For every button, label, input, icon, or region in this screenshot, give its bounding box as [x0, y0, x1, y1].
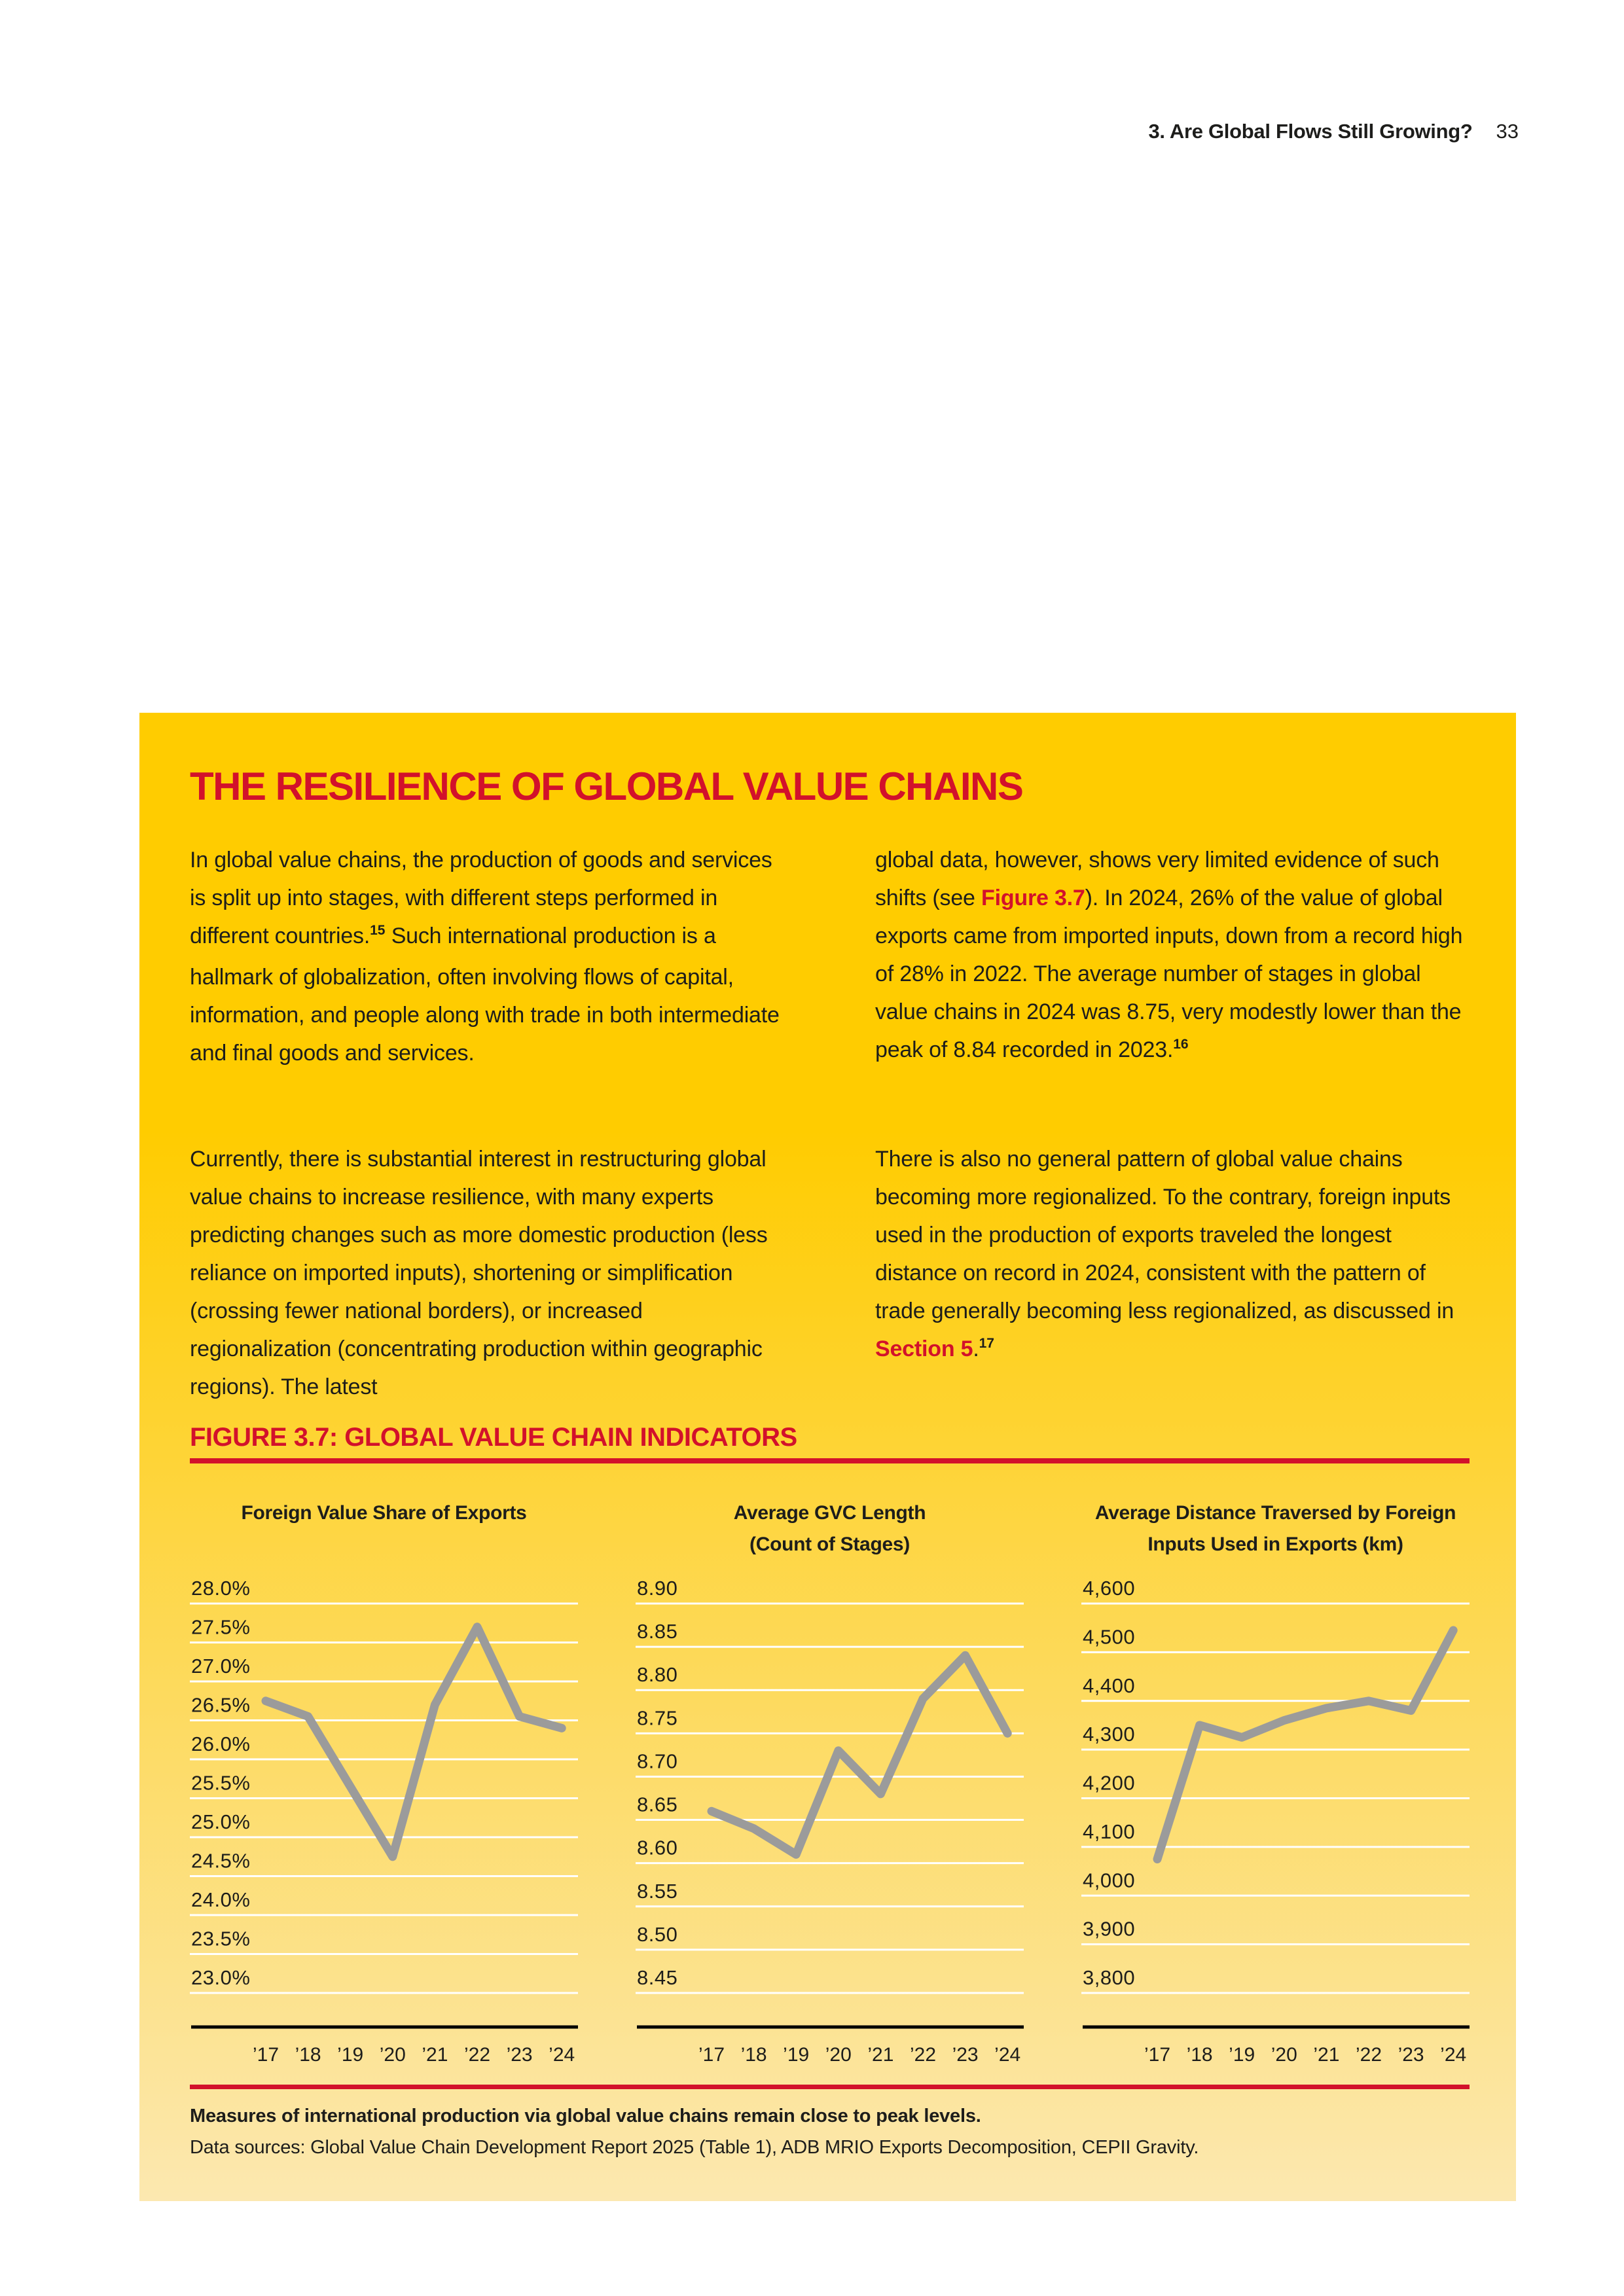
x-axis-tick-label: ’19 [1229, 2044, 1255, 2066]
charts-row [190, 1498, 1470, 2076]
page-header [1148, 120, 1519, 143]
paragraph-text: There is also no general pattern of global value chains becoming more regionalized. To the contrary, foreign inputs used in the production of exports traveled the longest distance on record in 2024, consistent with the pattern of trade generally becoming less regionalized, as discussed in [875, 1147, 1454, 1323]
y-axis-tick-label: 8.80 [637, 1663, 678, 1687]
x-axis-tick-label: ’17 [1144, 2044, 1171, 2066]
y-axis-tick-label: 4,300 [1083, 1723, 1136, 1746]
chart-title [190, 1498, 578, 1566]
chart-title-line: Foreign Value Share of Exports [241, 1502, 527, 1524]
y-axis-tick-label: 8.90 [637, 1577, 678, 1600]
running-section-title: 3. Are Global Flows Still Growing? [1148, 120, 1473, 143]
x-axis-tick-label: ’24 [994, 2044, 1021, 2066]
footnote-ref: 15 [370, 923, 386, 938]
y-axis-tick-label: 8.85 [637, 1620, 678, 1643]
y-axis-tick-label: 27.0% [191, 1655, 251, 1677]
body-text-columns [190, 841, 1470, 1406]
x-axis-tick-label: ’18 [740, 2044, 767, 2066]
chart-title-line: Inputs Used in Exports (km) [1147, 1534, 1403, 1555]
x-axis-tick-label: ’18 [295, 2044, 321, 2066]
figure-data-sources: Data sources: Global Value Chain Development Report 2025 (Table 1), ADB MRIO Exports Decomposition, CEPII Gravity. [190, 2137, 1199, 2158]
y-axis-tick-label: 26.0% [191, 1732, 251, 1755]
chart-avg-distance [1081, 1498, 1470, 2076]
figure-3-7-link[interactable]: Figure 3.7 [981, 886, 1085, 910]
y-axis-tick-label: 24.0% [191, 1888, 251, 1911]
gvc-resilience-panel [139, 713, 1516, 2201]
chart-title-line: Average Distance Traversed by Foreign [1094, 1502, 1456, 1524]
y-axis-tick-label: 8.65 [637, 1793, 678, 1816]
paragraph-text: . [973, 1336, 979, 1361]
chart-title [636, 1498, 1024, 1566]
y-axis-tick-label: 4,400 [1083, 1674, 1136, 1697]
line-chart-canvas [190, 1566, 578, 2076]
x-axis-tick-label: ’23 [952, 2044, 979, 2066]
y-axis-tick-label: 4,100 [1083, 1820, 1136, 1843]
footnote-ref: 17 [979, 1336, 994, 1351]
y-axis-tick-label: 26.5% [191, 1693, 251, 1717]
paragraph [875, 1140, 1469, 1371]
chart-title-line: Average GVC Length [733, 1502, 926, 1524]
x-axis-tick-label: ’24 [549, 2044, 575, 2066]
line-chart-canvas [636, 1566, 1024, 2076]
data-line [266, 1627, 562, 1857]
x-axis-tick-label: ’19 [337, 2044, 364, 2066]
paragraph-text: global data, however, shows very limited evidence of such shifts (see [875, 848, 1439, 910]
data-line [1157, 1630, 1453, 1859]
x-axis-tick-label: ’22 [909, 2044, 937, 2066]
figure-rule-top [190, 1458, 1470, 1463]
y-axis-tick-label: 23.0% [191, 1966, 251, 1989]
y-axis-tick-label: 4,500 [1083, 1625, 1136, 1649]
y-axis-tick-label: 4,600 [1083, 1577, 1136, 1600]
y-axis-tick-label: 4,000 [1083, 1869, 1136, 1892]
y-axis-tick-label: 8.50 [637, 1922, 678, 1946]
x-axis-tick-label: ’17 [698, 2044, 725, 2066]
y-axis-tick-label: 8.60 [637, 1836, 678, 1859]
y-axis-tick-label: 8.70 [637, 1749, 678, 1773]
y-axis-tick-label: 27.5% [191, 1615, 251, 1639]
x-axis-tick-label: ’24 [1440, 2044, 1467, 2066]
y-axis-tick-label: 3,900 [1083, 1917, 1136, 1941]
text-column-right [875, 841, 1469, 1406]
text-column-left [190, 841, 784, 1406]
chart-title-line: (Count of Stages) [749, 1534, 910, 1555]
y-axis-tick-label: 25.5% [191, 1771, 251, 1795]
x-axis-tick-label: ’21 [422, 2044, 448, 2066]
x-axis-tick-label: ’23 [506, 2044, 533, 2066]
x-axis-tick-label: ’22 [463, 2044, 491, 2066]
x-axis-tick-label: ’21 [867, 2044, 894, 2066]
y-axis-tick-label: 3,800 [1083, 1966, 1136, 1989]
x-axis-tick-label: ’17 [252, 2044, 280, 2066]
paragraph [875, 841, 1469, 1072]
x-axis-tick-label: ’19 [783, 2044, 810, 2066]
chart-avg-gvc-length [636, 1498, 1024, 2076]
x-axis-tick-label: ’20 [825, 2044, 852, 2066]
figure-title: FIGURE 3.7: GLOBAL VALUE CHAIN INDICATORS [190, 1423, 797, 1452]
figure-rule-bottom [190, 2085, 1470, 2089]
figure-key-takeaway: Measures of international production via global value chains remain close to peak levels. [190, 2106, 981, 2126]
paragraph-text: Such international production is a hallmark of globalization, often involving flows of capital, information, and people along with trade in both intermediate and final goods and services. [190, 924, 780, 1066]
paragraph [190, 841, 784, 1072]
section-5-link[interactable]: Section 5 [875, 1336, 973, 1361]
y-axis-tick-label: 8.55 [637, 1879, 678, 1903]
x-axis-tick-label: ’21 [1313, 2044, 1340, 2066]
x-axis-tick-label: ’22 [1355, 2044, 1382, 2066]
footnote-ref: 16 [1173, 1037, 1189, 1052]
x-axis-tick-label: ’20 [1271, 2044, 1297, 2066]
chart-title [1081, 1498, 1470, 1566]
paragraph: Currently, there is substantial interest in restructuring global value chains to increase resilience, with many experts predicting changes such as more domestic production (less reliance on imported inputs), shortening or simplification (crossing fewer national borders), or increased regionalization (concentrating production within geographic regions). The latest [190, 1147, 768, 1399]
x-axis-tick-label: ’18 [1186, 2044, 1213, 2066]
line-chart-canvas [1081, 1566, 1470, 2076]
paragraph-text: In global value chains, the production of goods and services is split up into stages, with different steps performed in different countries. [190, 848, 772, 948]
y-axis-tick-label: 4,200 [1083, 1771, 1136, 1795]
y-axis-tick-label: 23.5% [191, 1927, 251, 1950]
y-axis-tick-label: 25.0% [191, 1810, 251, 1833]
x-axis-tick-label: ’23 [1398, 2044, 1424, 2066]
data-line [712, 1655, 1007, 1854]
y-axis-tick-label: 8.45 [637, 1966, 678, 1989]
paragraph-text: ). In 2024, 26% of the value of global exports came from imported inputs, down from a record high of 28% in 2022. The average number of stages in global value chains in 2024 was 8.75, very modestly lower than the peak of 8.84 recorded in 2023. [875, 886, 1463, 1062]
y-axis-tick-label: 28.0% [191, 1577, 251, 1600]
panel-title: THE RESILIENCE OF GLOBAL VALUE CHAINS [190, 764, 1023, 808]
page-number: 33 [1496, 120, 1519, 143]
x-axis-tick-label: ’20 [379, 2044, 406, 2066]
chart-foreign-value-share [190, 1498, 578, 2076]
y-axis-tick-label: 24.5% [191, 1849, 251, 1873]
y-axis-tick-label: 8.75 [637, 1706, 678, 1730]
